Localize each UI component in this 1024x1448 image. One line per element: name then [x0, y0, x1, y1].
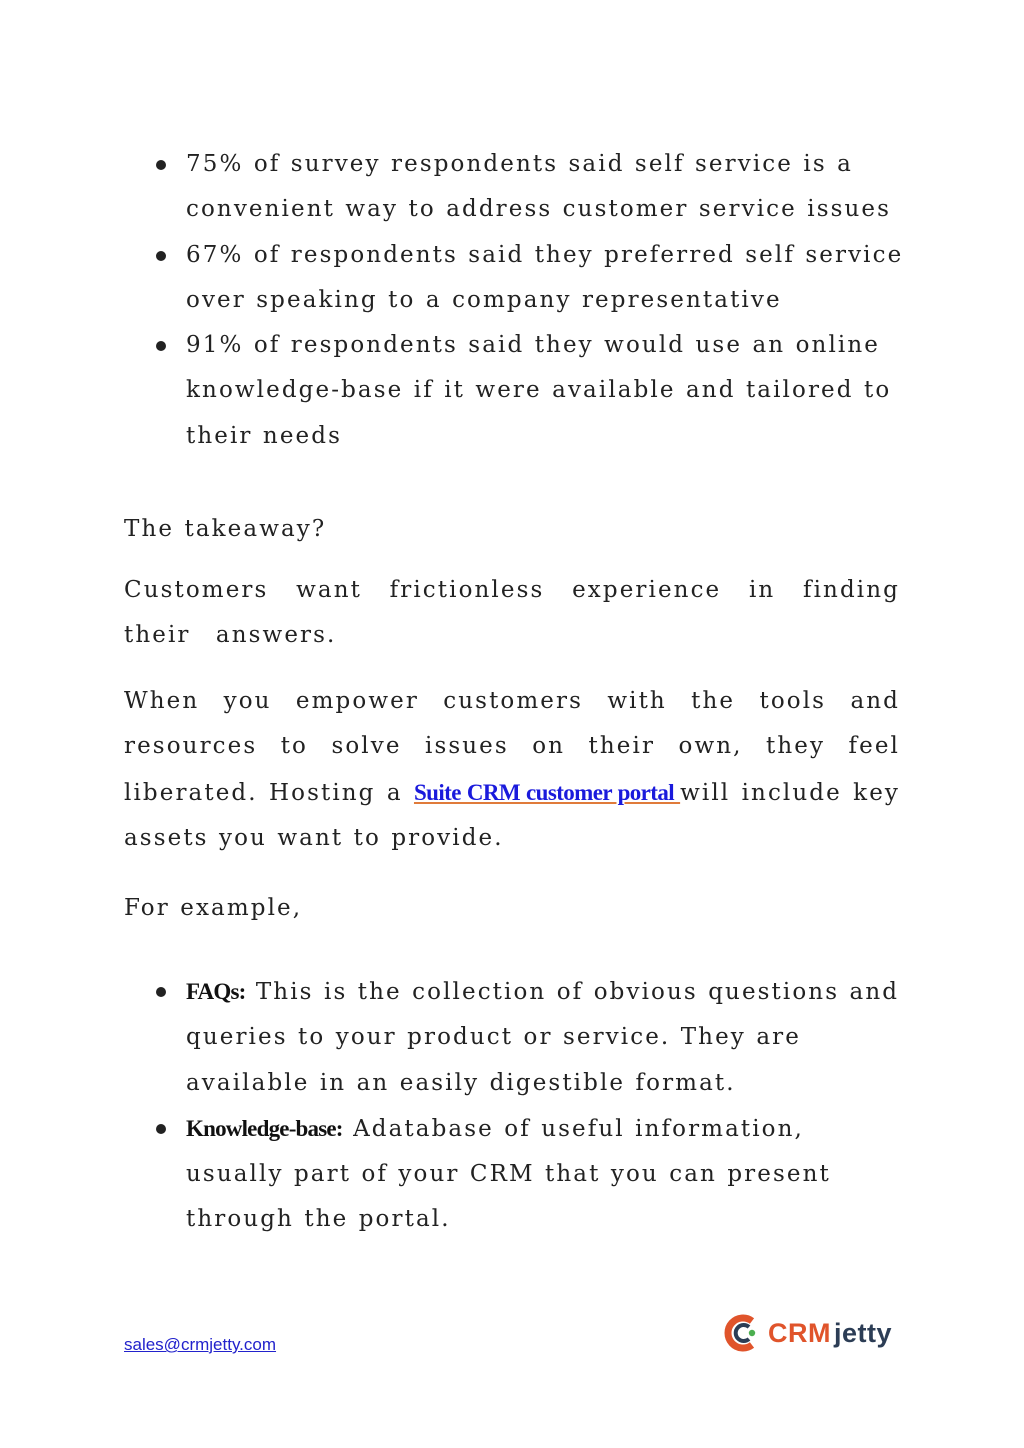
for-example-paragraph: For example, [124, 895, 303, 921]
bullet-icon [156, 987, 166, 997]
crmjetty-logo-icon [722, 1313, 762, 1353]
takeaway-paragraph: The takeaway? [124, 516, 327, 542]
list-item [186, 1106, 906, 1243]
list-item [186, 323, 906, 459]
empower-paragraph [124, 679, 900, 861]
knowledge-base-term: Knowledge-base: [186, 1115, 343, 1141]
empower-text-after: will include key assets you want to provide. [124, 779, 901, 851]
list-item [186, 233, 906, 324]
bullet-icon [156, 251, 166, 261]
bullet-icon [156, 341, 166, 351]
footer-email-link[interactable]: sales@crmjetty.com [124, 1335, 277, 1354]
stat-text: 91% of respondents said they would use an online knowledge-base if it were available and tailored to their needs [186, 332, 892, 449]
list-item [186, 142, 906, 233]
knowledge-base-description: Adatabase of useful information, usually part of your CRM that you can present through the portal. [186, 1115, 831, 1233]
logo-crm-text: CRM [768, 1317, 831, 1348]
stat-text: 67% of respondents said they preferred self service over speaking to a company representative [186, 241, 904, 313]
faqs-term: FAQs: [186, 979, 246, 1004]
faqs-description: This is the collection of obvious questions and queries to your product or service. They are available in an easily digestible format. [186, 979, 900, 1096]
stat-text: 75% of survey respondents said self service is a convenient way to address customer service issues [186, 151, 892, 223]
bullet-icon [156, 160, 166, 170]
logo-jetty-text: jetty [834, 1317, 893, 1348]
crmjetty-logo [722, 1310, 892, 1356]
stats-bullet-list [186, 142, 906, 459]
bullet-icon [156, 1124, 166, 1134]
empower-text-before: When you empower customers with the tools and resources to solve issues on their own, they feel liberated. Hosting a [124, 688, 900, 806]
customers-paragraph: Customers want frictionless experience in finding their answers. [124, 577, 900, 649]
suite-crm-portal-link[interactable]: Suite CRM customer portal [413, 779, 681, 805]
assets-bullet-list [186, 969, 906, 1243]
list-item [186, 969, 906, 1106]
